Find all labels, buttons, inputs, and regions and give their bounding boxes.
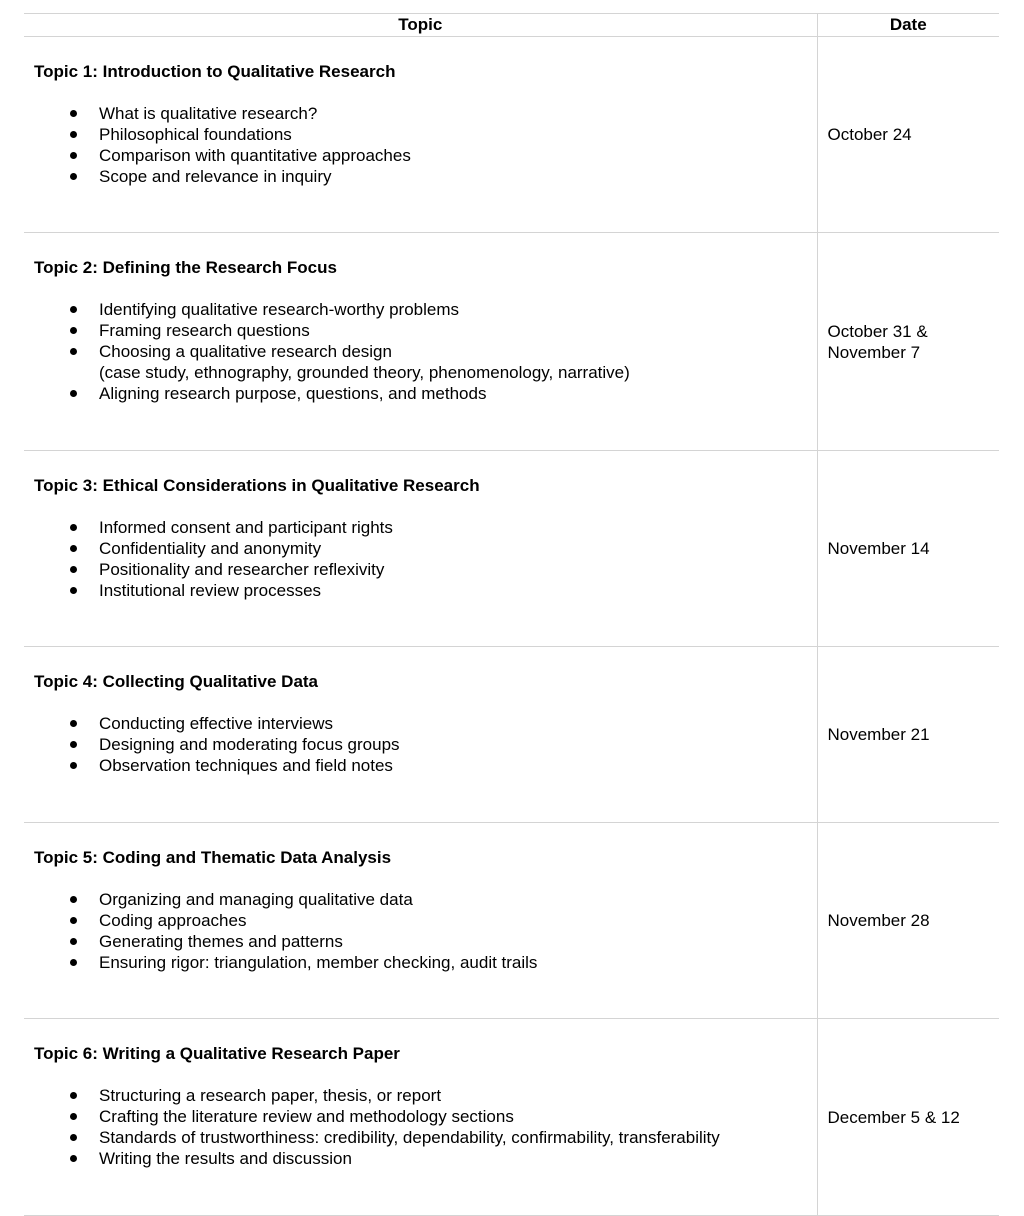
date-cell: October 24 (817, 37, 999, 233)
list-item-text: Informed consent and participant rights (99, 518, 393, 537)
bullet-icon (70, 1113, 77, 1120)
list-item-subtext: (case study, ethnography, grounded theory, phenomenology, narrative) (99, 363, 630, 382)
bullet-icon (70, 566, 77, 573)
bullet-icon (70, 959, 77, 966)
list-item (34, 341, 817, 383)
list-item-text: Framing research questions (99, 321, 310, 340)
topic-bullet-list (34, 517, 817, 601)
list-item (34, 383, 817, 404)
bullet-icon (70, 110, 77, 117)
bullet-icon (70, 938, 77, 945)
list-item-text: What is qualitative research? (99, 104, 318, 123)
list-item-text: Philosophical foundations (99, 125, 292, 144)
topic-title: Topic 6: Writing a Qualitative Research Paper (34, 1044, 400, 1063)
bullet-icon (70, 306, 77, 313)
list-item-text: Scope and relevance in inquiry (99, 167, 332, 186)
bullet-icon (70, 390, 77, 397)
bullet-icon (70, 348, 77, 355)
topic-row (24, 1019, 999, 1216)
topic-row (24, 233, 999, 451)
date-line: October 31 & (827, 321, 928, 341)
list-item (34, 734, 817, 755)
topic-bullet-list (34, 1085, 817, 1169)
bullet-icon (70, 917, 77, 924)
bullet-icon (70, 524, 77, 531)
list-item-text: Coding approaches (99, 911, 247, 930)
date-cell (817, 233, 999, 451)
list-item-text: Observation techniques and field notes (99, 756, 393, 775)
list-item (34, 166, 817, 187)
topic-row (24, 451, 999, 647)
list-item-text: Designing and moderating focus groups (99, 735, 400, 754)
topic-title: Topic 1: Introduction to Qualitative Research (34, 62, 396, 81)
topic-cell (24, 647, 817, 823)
topic-bullet-list (34, 889, 817, 973)
list-item (34, 580, 817, 601)
topic-cell (24, 233, 817, 451)
bullet-icon (70, 587, 77, 594)
bullet-icon (70, 131, 77, 138)
date-cell: December 5 & 12 (817, 1019, 999, 1216)
bullet-icon (70, 1134, 77, 1141)
schedule-table (24, 13, 999, 1216)
list-item-text: Identifying qualitative research-worthy problems (99, 300, 460, 319)
list-item-text: Structuring a research paper, thesis, or report (99, 1086, 442, 1105)
topic-bullet-list (34, 103, 817, 187)
list-item (34, 1127, 817, 1148)
bullet-icon (70, 173, 77, 180)
header-row (24, 14, 999, 37)
list-item-text: Generating themes and patterns (99, 932, 343, 951)
list-item (34, 889, 817, 910)
list-item (34, 1085, 817, 1106)
bullet-icon (70, 152, 77, 159)
topic-cell (24, 823, 817, 1019)
list-item (34, 124, 817, 145)
bullet-icon (70, 741, 77, 748)
topic-cell (24, 1019, 817, 1216)
list-item (34, 517, 817, 538)
list-item (34, 1148, 817, 1169)
list-item (34, 931, 817, 952)
list-item (34, 145, 817, 166)
topic-title: Topic 5: Coding and Thematic Data Analysis (34, 848, 392, 867)
date-cell: November 28 (817, 823, 999, 1019)
list-item-text: Choosing a qualitative research design (99, 342, 392, 361)
topic-row (24, 37, 999, 233)
list-item-text: Aligning research purpose, questions, and methods (99, 384, 487, 403)
bullet-icon (70, 762, 77, 769)
bullet-icon (70, 896, 77, 903)
list-item (34, 320, 817, 341)
bullet-icon (70, 1155, 77, 1162)
list-item (34, 1106, 817, 1127)
list-item-text: Organizing and managing qualitative data (99, 890, 413, 909)
date-line: November 7 (827, 342, 921, 362)
date-column-header: Date (817, 14, 999, 37)
bullet-icon (70, 545, 77, 552)
topic-title: Topic 2: Defining the Research Focus (34, 258, 337, 277)
list-item (34, 713, 817, 734)
list-item-text: Comparison with quantitative approaches (99, 146, 411, 165)
topic-bullet-list (34, 299, 817, 404)
list-item (34, 299, 817, 320)
bullet-icon (70, 327, 77, 334)
list-item-text: Institutional review processes (99, 581, 322, 600)
list-item (34, 952, 817, 973)
topic-bullet-list (34, 713, 817, 776)
topic-row (24, 823, 999, 1019)
topic-row (24, 647, 999, 823)
list-item-text: Confidentiality and anonymity (99, 539, 322, 558)
list-item-text: Standards of trustworthiness: credibility, dependability, confirmability, transferability (99, 1128, 720, 1147)
list-item-text: Conducting effective interviews (99, 714, 334, 733)
list-item-text: Positionality and researcher reflexivity (99, 560, 385, 579)
topic-cell (24, 451, 817, 647)
list-item-text: Writing the results and discussion (99, 1149, 352, 1168)
topic-cell (24, 37, 817, 233)
list-item (34, 559, 817, 580)
list-item (34, 103, 817, 124)
list-item-text: Ensuring rigor: triangulation, member checking, audit trails (99, 953, 538, 972)
topic-title: Topic 3: Ethical Considerations in Qualitative Research (34, 476, 480, 495)
bullet-icon (70, 720, 77, 727)
topic-column-header: Topic (24, 14, 817, 37)
list-item (34, 755, 817, 776)
list-item-text: Crafting the literature review and methodology sections (99, 1107, 514, 1126)
list-item (34, 910, 817, 931)
date-cell: November 14 (817, 451, 999, 647)
topic-title: Topic 4: Collecting Qualitative Data (34, 672, 319, 691)
bullet-icon (70, 1092, 77, 1099)
date-cell: November 21 (817, 647, 999, 823)
list-item (34, 538, 817, 559)
